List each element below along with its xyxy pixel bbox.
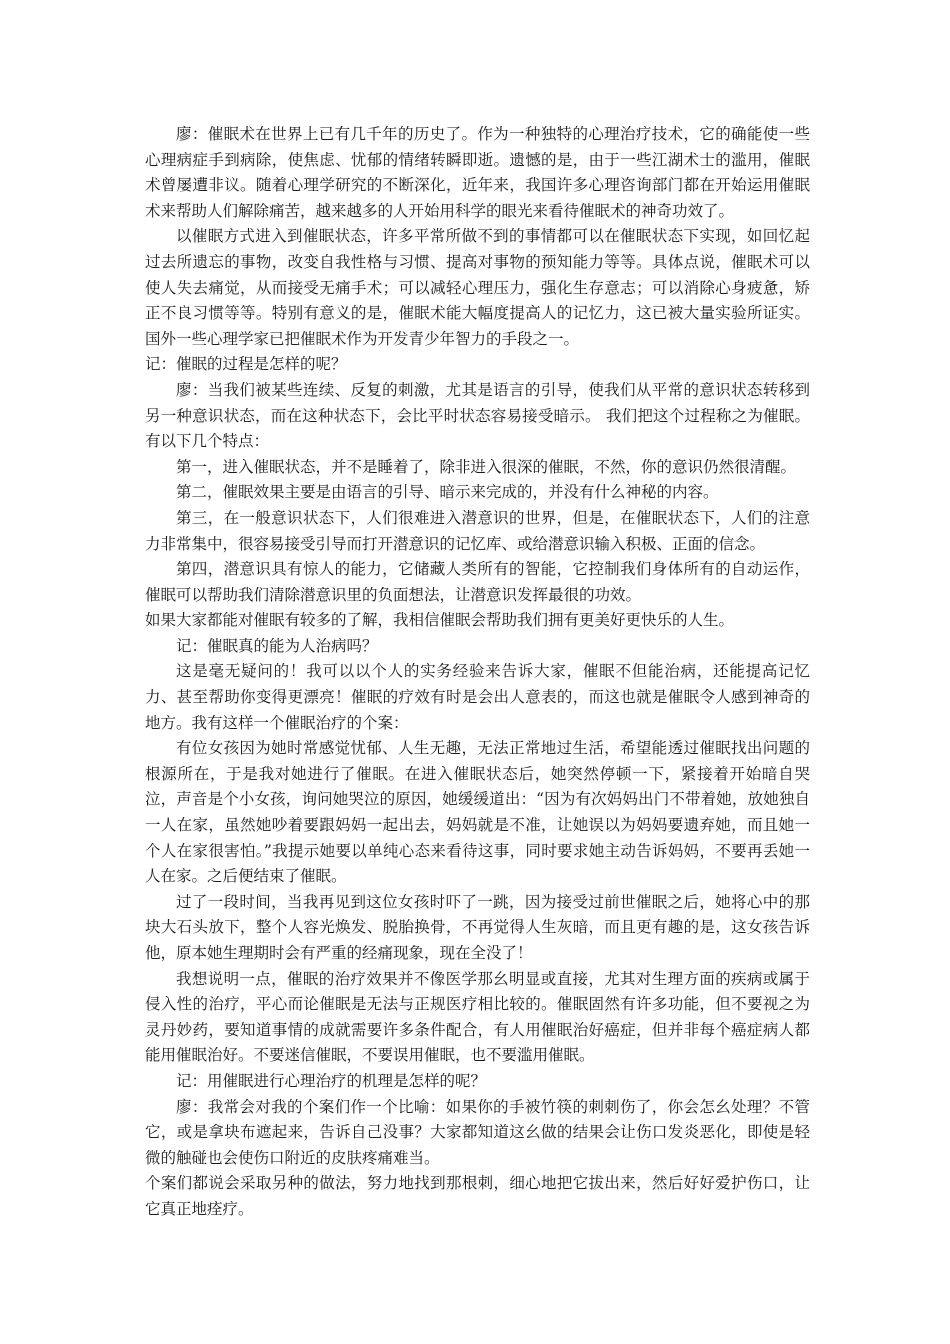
paragraph-metaphor: 廖：我常会对我的个案们作一个比喻：如果你的手被竹筷的刺刺伤了，你会怎幺处理？不管它，或是拿块布遮起来，告诉自己没事？大家都知道这幺做的结果会让伤口发炎恶化，即使是轻微的触碰也会使伤口附近的皮肤疼痛难当。 bbox=[145, 1097, 810, 1167]
question-healing: 记：催眠真的能为人治病吗？ bbox=[176, 636, 378, 655]
paragraph-hypnosis-state: 以催眠方式进入到催眠状态，许多平常所做不到的事情都可以在催眠状态下实现，如回忆起过去所遗忘的事物，改变自我性格与习惯、提高对事物的预知能力等等。具体点说，催眠术可以使人失去痛觉，从而接受无痛手术；可以减轻心理压力，强化生存意志；可以消除心身疲惫，矫正不良习惯等等。特别有意义的是，催眠术能大幅度提高人的记忆力，这已被大量实验所证实。国外一些心理学家已把催眠术作为开发青少年智力的手段之一。 bbox=[145, 227, 810, 348]
paragraph-metaphor-conclusion: 个案们都说会采取另种的做法，努力地找到那根刺，细心地把它拔出来，然后好好爱护伤口，让它真正地痊疗。 bbox=[145, 1174, 810, 1218]
paragraph-case-girl: 有位女孩因为她时常感觉忧郁、人生无趣，无法正常地过生活，希望能透过催眠找出问题的根源所在，于是我对她进行了催眠。在进入催眠状态后，她突然停顿一下，紧接着开始暗自哭泣，声音是个小女孩，询问她哭泣的原因，她缓缓道出：“因为有次妈妈出门不带着她，放她独自一人在家，虽然她吵着要跟妈妈一起出去，妈妈就是不准，让她误以为妈妈要遗弃她，而且她一个人在家很害怕。”我提示她要以单纯心态来看待这事，同时要求她主动告诉妈妈，不要再丢她一人在家。之后便结束了催眠。 bbox=[145, 739, 810, 886]
feature-two: 第二，催眠效果主要是由语言的引导、暗示来完成的，并没有什么神秘的内容。 bbox=[176, 483, 719, 502]
feature-one: 第一，进入催眠状态，并不是睡着了，除非进入很深的催眠，不然，你的意识仍然很清醒。 bbox=[176, 457, 797, 476]
paragraph-answer-healing: 这是毫无疑问的！我可以以个人的实务经验来告诉大家，催眠不但能治病，还能提高记忆力、甚至帮助你变得更漂亮！催眠的疗效有时是会出人意表的，而这也就是催眠令人感到神奇的地方。我有这样一个催眠治疗的个案： bbox=[145, 662, 810, 732]
paragraph-history: 廖：催眠术在世界上已有几千年的历史了。作为一种独特的心理治疗技术，它的确能使一些心理病症手到病除，使焦虑、忧郁的情绪转瞬即逝。遗憾的是，由于一些江湖术士的滥用，催眠术曾屡遭非议。随着心理学研究的不断深化，近年来，我国许多心理咨询部门都在开始运用催眠术来帮助人们解除痛苦，越来越多的人开始用科学的眼光来看待催眠术的神奇功效了。 bbox=[145, 125, 810, 220]
paragraph-definition: 廖：当我们被某些连续、反复的刺激，尤其是语言的引导，使我们从平常的意识状态转移到另一种意识状态，而在这种状态下，会比平时状态容易接受暗示。 我们把这个过程称之为催眠。有以下几个特点： bbox=[145, 380, 810, 451]
question-mechanism: 记：用催眠进行心理治疗的机理是怎样的呢？ bbox=[176, 1071, 487, 1090]
paragraph-case-result: 过了一段时间，当我再见到这位女孩时吓了一跳，因为接受过前世催眠之后，她将心中的那块大石头放下，整个人容光焕发、脱胎换骨，不再觉得人生灰暗，而且更有趣的是，这女孩告诉他，原本她生理期时会有严重的经痛现象，现在全没了！ bbox=[145, 892, 810, 962]
document-body bbox=[145, 122, 810, 1223]
paragraph-conclusion: 如果大家都能对催眠有较多的了解，我相信催眠会帮助我们拥有更美好更快乐的人生。 bbox=[145, 611, 735, 630]
feature-three: 第三，在一般意识状态下，人们很难进入潜意识的世界，但是，在催眠状态下，人们的注意力非常集中，很容易接受引导而打开潜意识的记忆库、或给潜意识输入积极、正面的信念。 bbox=[145, 508, 810, 553]
question-process: 记：催眠的过程是怎样的呢？ bbox=[145, 355, 347, 374]
feature-four: 第四，潜意识具有惊人的能力，它储藏人类所有的智能，它控制我们身体所有的自动运作，催眠可以帮助我们清除潜意识里的负面想法，让潜意识发挥最很的功效。 bbox=[145, 560, 810, 604]
paragraph-caution: 我想说明一点，催眠的治疗效果并不像医学那幺明显或直接，尤其对生理方面的疾病或属于侵入性的治疗，平心而论催眠是无法与正规医疗相比较的。催眠固然有许多功能，但不要视之为灵丹妙药，要知道事情的成就需要许多条件配合，有人用催眠治好癌症，但并非每个癌症病人都能用催眠治好。不要迷信催眠，不要误用催眠，也不要滥用催眠。 bbox=[145, 969, 810, 1065]
